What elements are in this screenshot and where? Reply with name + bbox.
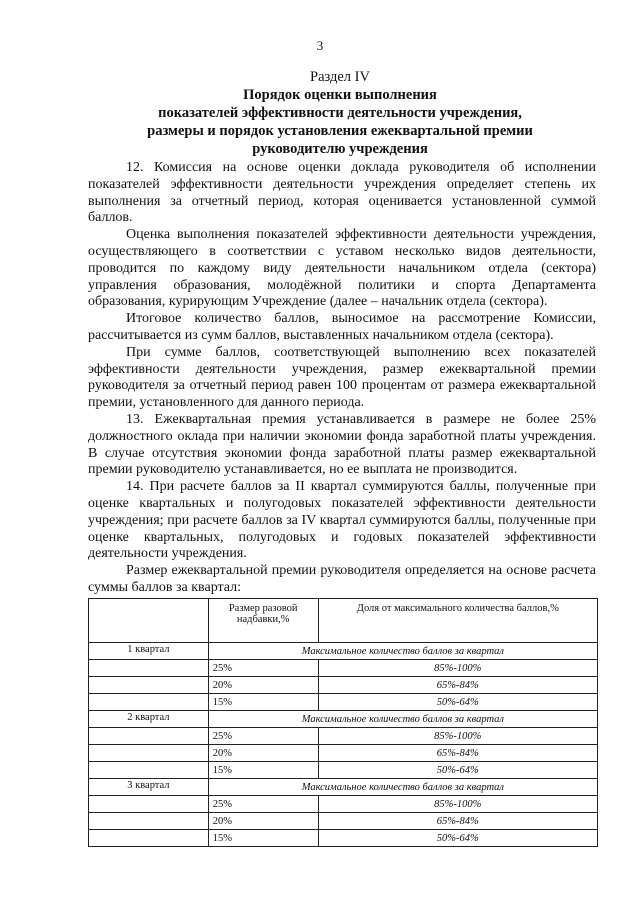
table-header-row	[89, 599, 598, 643]
bonus-percent: 25%	[208, 796, 318, 813]
quarter-label: 3 квартал	[89, 779, 209, 796]
bonus-percent: 25%	[208, 728, 318, 745]
table-row	[89, 830, 598, 847]
table-header-cell	[89, 599, 209, 643]
score-range: 85%-100%	[318, 660, 597, 677]
table-row	[89, 796, 598, 813]
paragraph-14: 14. При расчете баллов за II квартал суммируются баллы, полученные при оценке квартальных и полугодовых показателей эффективности деятельности учреждения; при расчете баллов за IV квартал суммируются баллы, полученные при оценке квартальных, полугодовых и годовых показателей эффективности деятельности учреждения.	[88, 479, 596, 562]
quarter-label: 1 квартал	[89, 643, 209, 660]
quarter-caption: Максимальное количество баллов за квартал	[208, 711, 597, 728]
paragraph: Размер ежеквартальной премии руководителя определяется на основе расчета суммы баллов за квартал:	[88, 563, 596, 595]
bonus-percent: 20%	[208, 677, 318, 694]
table-row	[89, 677, 598, 694]
bonus-percent: 15%	[208, 762, 318, 779]
table-row	[89, 728, 598, 745]
paragraph-12: 12. Комиссия на основе оценки доклада руководителя об исполнении показателей эффективности деятельности учреждения определяет степень их выполнения за отчетный период, которая оценивается установленной суммой баллов.	[88, 160, 596, 226]
section-heading-line: руководителю учреждения	[252, 141, 428, 157]
body-text	[88, 160, 596, 597]
table-row	[89, 779, 598, 796]
paragraph: Итоговое количество баллов, выносимое на рассмотрение Комиссии, рассчитывается из сумм баллов, выставленных начальником отдела (сектора).	[88, 311, 596, 343]
bonus-percent: 25%	[208, 660, 318, 677]
page-number: 3	[316, 38, 324, 53]
bonus-percent: 20%	[208, 813, 318, 830]
score-range: 50%-64%	[318, 762, 597, 779]
quarter-caption: Максимальное количество баллов за квартал	[208, 779, 597, 796]
paragraph: При сумме баллов, соответствующей выполнению всех показателей эффективности деятельности учреждения, размер ежеквартальной премии руководителя за отчетный период равен 100 процентам от размера ежеквартальной премии, установленного для данного периода.	[88, 344, 596, 411]
table-header-cell: Доля от максимального количества баллов,%	[318, 599, 597, 643]
quarter-caption: Максимальное количество баллов за квартал	[208, 643, 597, 660]
section-heading-line: Порядок оценки выполнения	[243, 87, 437, 103]
score-range: 50%-64%	[318, 694, 597, 711]
bonus-percent: 20%	[208, 745, 318, 762]
score-range: 65%-84%	[318, 745, 597, 762]
table-row	[89, 711, 598, 728]
section-title: Раздел IV	[310, 69, 370, 85]
table-row	[89, 694, 598, 711]
table-row	[89, 643, 598, 660]
score-range: 50%-64%	[318, 830, 597, 847]
section-heading	[80, 68, 600, 158]
paragraph-13: 13. Ежеквартальная премия устанавливается в размере не более 25% должностного оклада при наличии экономии фонда заработной платы учреждения. В случае отсутствия экономии фонда заработной платы размер ежеквартальной премии руководителю устанавливается, но ее выплата не производится.	[88, 411, 596, 478]
bonus-percent: 15%	[208, 694, 318, 711]
quarter-label: 2 квартал	[89, 711, 209, 728]
score-range: 85%-100%	[318, 796, 597, 813]
table-header-cell: Размер разовой надбавки,%	[208, 599, 318, 643]
score-range: 65%-84%	[318, 677, 597, 694]
section-heading-line: показателей эффективности деятельности учреждения,	[158, 105, 522, 121]
bonus-table	[88, 598, 598, 847]
paragraph: Оценка выполнения показателей эффективности деятельности учреждения, осуществляющего в соответствии с уставом несколько видов деятельности, проводится по каждому виду деятельности начальником отдела (сектора) управления образования, молодёжной политики и спорта Департамента образования, курирующим Учреждение (далее – начальник отдела (сектора).	[88, 227, 596, 310]
table-row	[89, 660, 598, 677]
bonus-percent: 15%	[208, 830, 318, 847]
table-row	[89, 745, 598, 762]
table-row	[89, 762, 598, 779]
score-range: 85%-100%	[318, 728, 597, 745]
table-row	[89, 813, 598, 830]
score-range: 65%-84%	[318, 813, 597, 830]
section-heading-line: размеры и порядок установления ежеквартальной премии	[147, 123, 533, 139]
